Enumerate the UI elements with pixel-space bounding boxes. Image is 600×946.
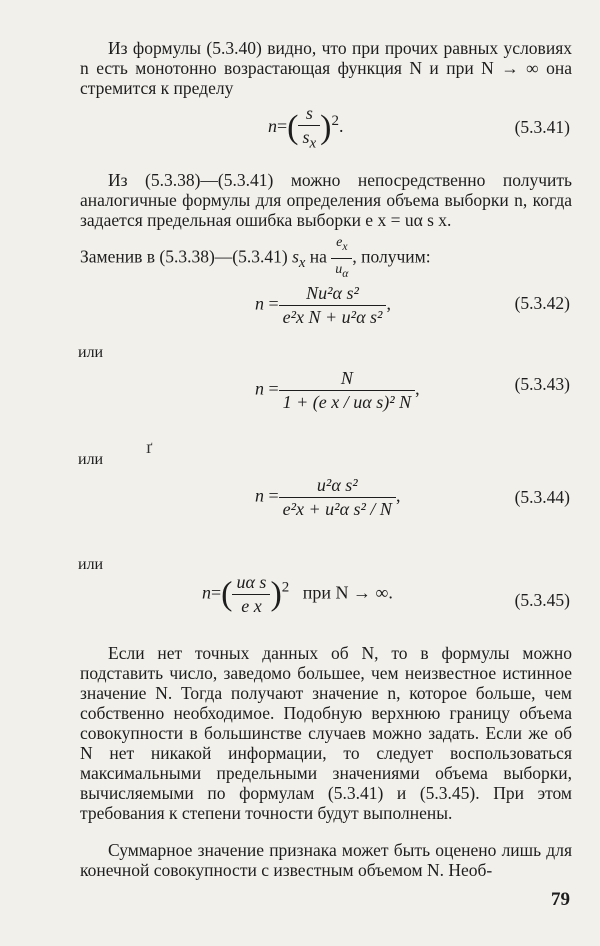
equation-5-3-45: n=( $\frac{\text{uα s}}{\text{e x}}$ )$^2$ при N → ∞. <box>202 572 393 616</box>
method-paragraph: Из (5.3.38)—(5.3.41) можно непосредственно получить аналогичные формулы для определения объема выборки n, когда задается предельная ошибка выборки e x = uα s x. <box>80 170 572 230</box>
connector-or-3: или <box>78 556 104 573</box>
equation-number-41: (5.3.41) <box>514 117 570 137</box>
equation-5-3-42: n = $\frac{\text{Nu²α s²}}{\text{e²x N + u²α s²}}$ , <box>255 283 391 327</box>
total-value-paragraph: Суммарное значение признака может быть оценено лишь для конечной совокупности с известным объемом N. Необ- <box>80 840 572 880</box>
connector-or-2: или <box>78 451 104 468</box>
replacement-line: Заменив в (5.3.38)—(5.3.41) $s_x$ на $\frac{e_x}{u_\alpha}$ , получим: <box>80 235 431 280</box>
intro-paragraph: Из формулы (5.3.40) видно, что при прочих равных условиях n есть монотонно возрастающая функция N и при N → ∞ она стремится к пределу <box>80 38 572 98</box>
equation-number-43: (5.3.43) <box>514 374 570 394</box>
connector-or-1: или <box>78 344 104 361</box>
approximation-paragraph: Если нет точных данных об N, то в формулы можно подставить число, заведомо большее, чем неизвестное истинное значение N. Тогда получают значение n, которое больше, чем собственно необходимое. Подобную верхнюю границу объема совокупности в большинстве случаев можно задать. Если же об N нет никакой информации, то следует воспользоваться максимальными предельными значениями объема выборки, вычисляемыми по формулам (5.3.41) и (5.3.45). При этом требования к степени точности будут выполнены. <box>80 643 572 823</box>
page-number: 79 <box>551 889 570 910</box>
equation-5-3-41: n=( $\frac{s}{s_x}$ )$^2$. <box>268 103 344 152</box>
stray-mark: ґ <box>146 437 153 457</box>
equation-number-45: (5.3.45) <box>514 590 570 610</box>
equation-number-42: (5.3.42) <box>514 293 570 313</box>
equation-number-44: (5.3.44) <box>514 487 570 507</box>
equation-5-3-43: n = $\frac{N}{\text{1 + (e x / uα s)² N}}$ , <box>255 368 420 412</box>
equation-5-3-44: n = $\frac{\text{u²α s²}}{\text{e²x + u²α s² / N}}$ , <box>255 475 401 519</box>
